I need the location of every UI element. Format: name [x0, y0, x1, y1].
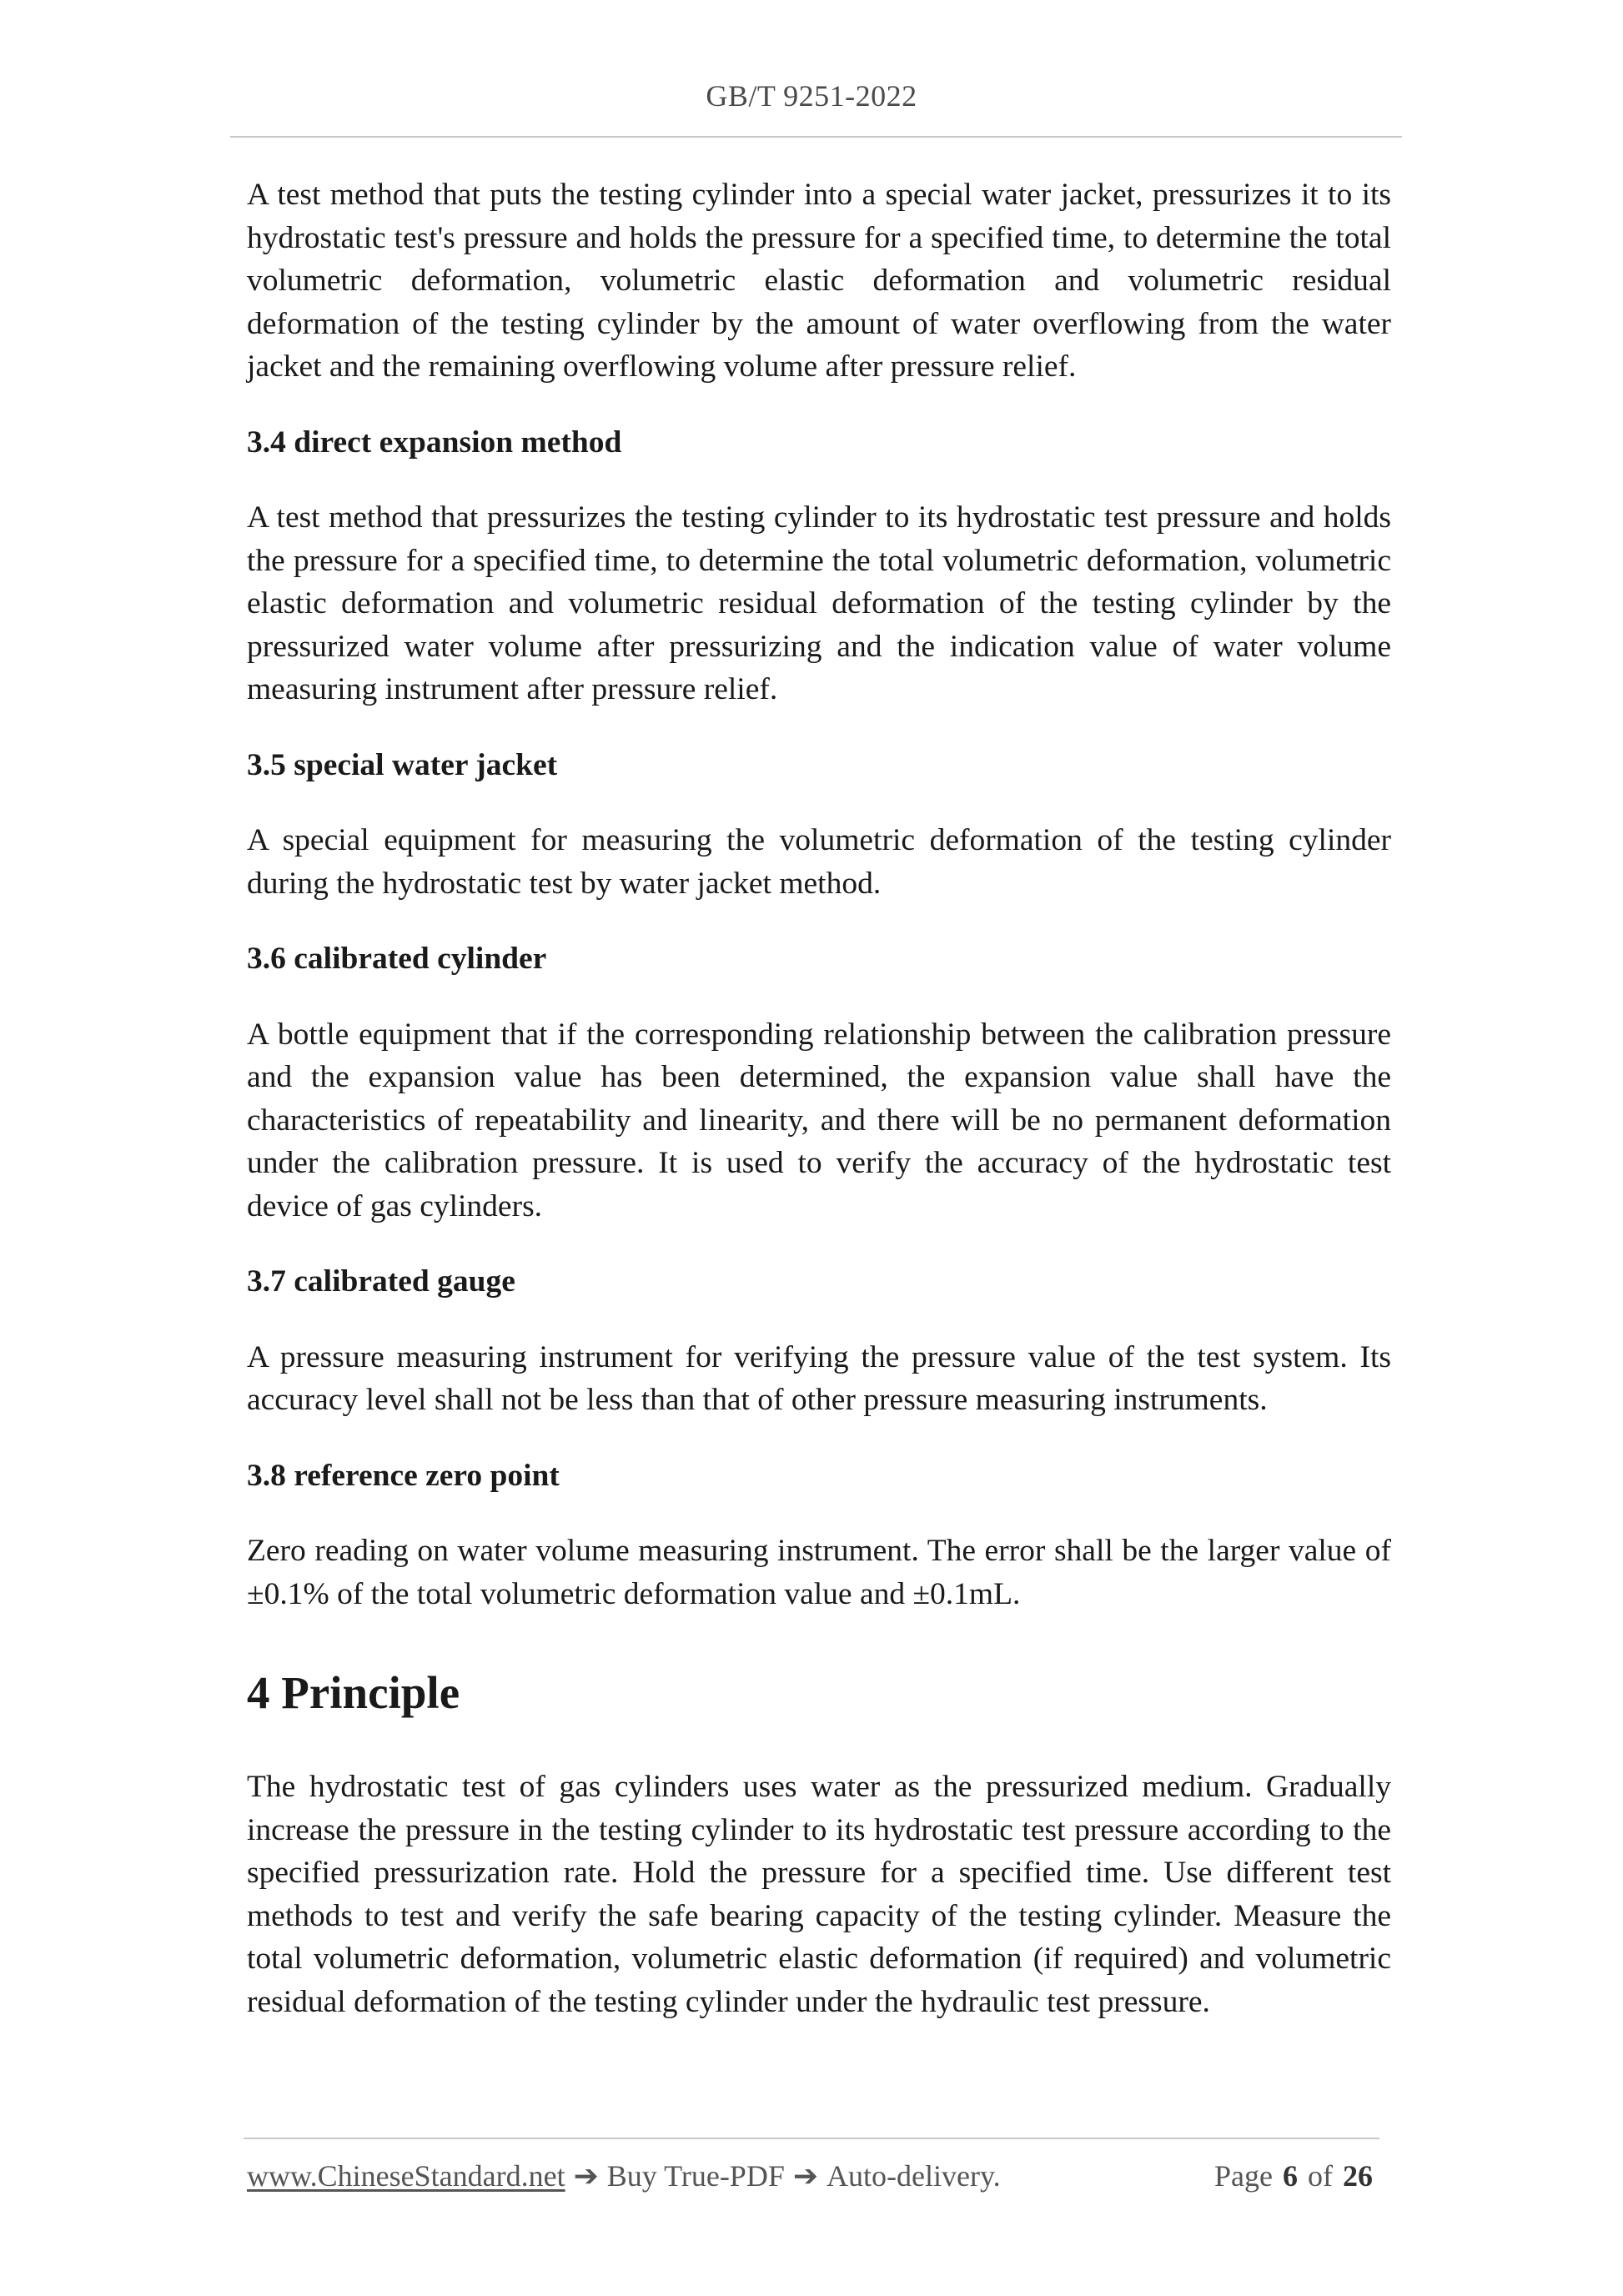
document-header-title: GB/T 9251-2022: [706, 79, 917, 113]
arrow-right-icon: ➔: [792, 2159, 819, 2193]
buy-true-pdf-text: Buy True-PDF: [606, 2159, 785, 2193]
term-heading-3-6: 3.6 calibrated cylinder: [247, 942, 547, 976]
arrow-right-icon: ➔: [573, 2159, 599, 2193]
term-definition-3-8: Zero reading on water volume measuring instrument. The error shall be the larger value of ±0.1% of the total volumetric deformation value and ±0.1mL.: [247, 1534, 1391, 1611]
term-definition-3-4: A test method that pressurizes the testing cylinder to its hydrostatic test pressure and holds the pressure for a specified time, to determine the total volumetric deformation, volumetric elastic deformation and volumetric residual deformation of the testing cylinder by the pressurized water volume after pressurizing and the indication value of water volume measuring instrument after pressure relief.: [247, 500, 1391, 706]
term-definition-3-5: A special equipment for measuring the volumetric deformation of the testing cylinder during the hydrostatic test by water jacket method.: [247, 823, 1391, 901]
page-footer: [247, 2158, 1378, 2193]
website-link[interactable]: www.ChineseStandard.net: [247, 2159, 565, 2193]
term-heading-3-4: 3.4 direct expansion method: [247, 425, 622, 460]
term-heading-3-5: 3.5 special water jacket: [247, 747, 558, 782]
page-label: Page: [1214, 2159, 1273, 2193]
term-heading-3-7: 3.7 calibrated gauge: [247, 1264, 515, 1299]
section-title-principle: 4 Principle: [247, 1667, 460, 1718]
footer-divider: [244, 2138, 1379, 2139]
page-content: [247, 173, 1391, 2023]
principle-paragraph: The hydrostatic test of gas cylinders uses water as the pressurized medium. Gradually increase the pressure in the testing cylinder to its hydrostatic test pressure according to the specified pressurization rate. Hold the pressure for a specified time. Use different test methods to test and verify the safe bearing capacity of the testing cylinder. Measure the total volumetric deformation, volumetric elastic deformation (if required) and volumetric residual deformation of the testing cylinder under the hydraulic test pressure.: [247, 1770, 1391, 2019]
intro-paragraph: A test method that puts the testing cylinder into a special water jacket, pressurizes it to its hydrostatic test's pressure and holds the pressure for a specified time, to determine the total volumetric deformation, volumetric elastic deformation and volumetric residual deformation of the testing cylinder by the amount of water overflowing from the water jacket and the remaining overflowing volume after pressure relief.: [247, 178, 1391, 384]
term-heading-3-8: 3.8 reference zero point: [247, 1458, 560, 1493]
footer-promo: [247, 2158, 1001, 2193]
term-definition-3-7: A pressure measuring instrument for verifying the pressure value of the test system. Its accuracy level shall not be less than that of other pressure measuring instruments.: [247, 1339, 1391, 1417]
page-number-indicator: [1209, 2158, 1378, 2193]
term-definition-3-6: A bottle equipment that if the corresponding relationship between the calibration pressure and the expansion value has been determined, the expansion value shall have the characteristics of repeatability and linearity, and there will be no permanent deformation under the calibration pressure. It is used to verify the accuracy of the hydrostatic test device of gas cylinders.: [247, 1017, 1391, 1223]
current-page-number: 6: [1283, 2159, 1298, 2193]
total-page-count: 26: [1343, 2159, 1373, 2193]
header-divider: [230, 136, 1402, 138]
page-of-label: of: [1308, 2159, 1333, 2193]
auto-delivery-text: Auto-delivery.: [827, 2159, 1001, 2193]
